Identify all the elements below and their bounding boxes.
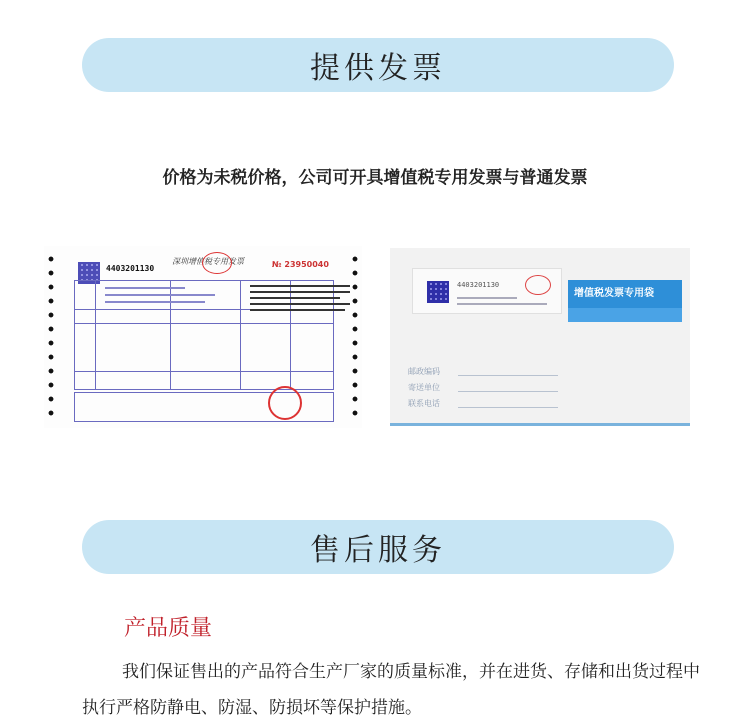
- tractor-feed-holes-right: [350, 252, 360, 422]
- invoice-code: 4403201130: [106, 264, 155, 273]
- invoice-table: [74, 280, 334, 390]
- tractor-feed-holes-left: [46, 252, 56, 422]
- envelope-field: 联系电话: [408, 398, 440, 409]
- envelope-badge-stripe: [568, 308, 682, 322]
- quality-heading: 产品质量: [124, 616, 213, 641]
- envelope-field: 邮政编码: [408, 366, 440, 377]
- envelope-window: [412, 268, 562, 314]
- envelope-badge-text: 增值税发票专用袋: [574, 288, 654, 299]
- invoice-image: [44, 246, 362, 428]
- invoice-subtitle: 价格为未税价格，公司可开具增值税专用发票与普通发票: [162, 168, 588, 188]
- seal-icon: [202, 252, 232, 274]
- invoice-title: 深圳增值税专用发票: [172, 257, 244, 266]
- quality-paragraph: 我们保证售出的产品符合生产厂家的质量标准，并在进货、存储和出货过程中执行严格防静电、防湿、防损坏等保护措施。: [82, 662, 700, 718]
- seal-icon: [525, 275, 551, 295]
- section-header-invoice: [82, 38, 674, 92]
- section-header-after-sale: [82, 520, 674, 574]
- invoice-number: № 23950040: [272, 260, 329, 269]
- section-header-after-sale-text: 售后服务: [310, 533, 446, 568]
- company-seal-icon: [268, 386, 302, 420]
- invoice-envelope-image: [390, 248, 690, 426]
- envelope-invoice-code: 4403201130: [457, 281, 500, 289]
- qr-code-icon: [427, 281, 449, 303]
- section-header-invoice-text: 提供发票: [310, 51, 446, 86]
- envelope-field: 寄送单位: [408, 382, 440, 393]
